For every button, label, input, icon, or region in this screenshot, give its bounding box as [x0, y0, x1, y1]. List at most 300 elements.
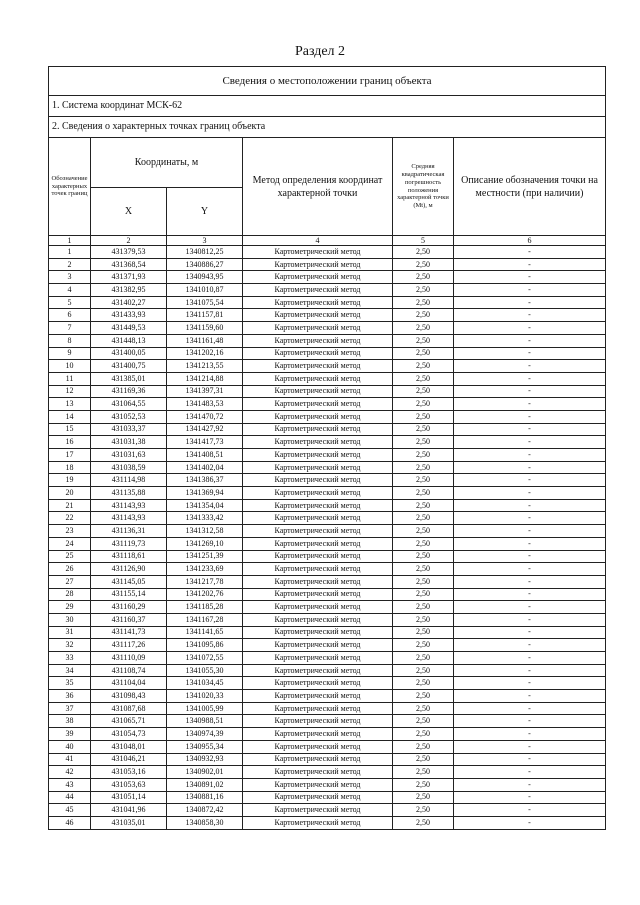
- y-coordinate-cell: 1340943,95: [167, 271, 243, 284]
- x-coordinate-cell: 431098,43: [91, 690, 167, 703]
- table-row: [49, 563, 606, 576]
- point-number-cell: 22: [49, 512, 91, 525]
- x-coordinate-cell: 431054,73: [91, 728, 167, 741]
- x-coordinate-cell: 431051,14: [91, 791, 167, 804]
- point-number-cell: 2: [49, 258, 91, 271]
- accuracy-cell: 2,50: [393, 639, 454, 652]
- method-cell: Картометрический метод: [243, 753, 393, 766]
- accuracy-cell: 2,50: [393, 398, 454, 411]
- table-row: [49, 588, 606, 601]
- point-number-cell: 20: [49, 487, 91, 500]
- method-cell: Картометрический метод: [243, 347, 393, 360]
- point-number-cell: 15: [49, 423, 91, 436]
- description-cell: -: [454, 677, 606, 690]
- y-coordinate-cell: 1340955,34: [167, 740, 243, 753]
- table-row: [49, 461, 606, 474]
- description-cell: -: [454, 334, 606, 347]
- description-cell: -: [454, 613, 606, 626]
- accuracy-cell: 2,50: [393, 461, 454, 474]
- x-coordinate-cell: 431385,01: [91, 372, 167, 385]
- method-cell: Картометрический метод: [243, 410, 393, 423]
- x-coordinate-cell: 431053,63: [91, 778, 167, 791]
- method-cell: Картометрический метод: [243, 702, 393, 715]
- accuracy-cell: 2,50: [393, 410, 454, 423]
- method-cell: Картометрический метод: [243, 613, 393, 626]
- description-cell: -: [454, 588, 606, 601]
- x-coordinate-cell: 431136,31: [91, 525, 167, 538]
- point-number-cell: 26: [49, 563, 91, 576]
- y-coordinate-cell: 1341010,87: [167, 284, 243, 297]
- point-number-cell: 5: [49, 296, 91, 309]
- point-number-cell: 39: [49, 728, 91, 741]
- table-row: [49, 258, 606, 271]
- table-title: Сведения о местоположении границ объекта: [49, 67, 606, 96]
- description-cell: -: [454, 436, 606, 449]
- accuracy-cell: 2,50: [393, 690, 454, 703]
- y-coordinate-cell: 1341233,69: [167, 563, 243, 576]
- y-coordinate-cell: 1340872,42: [167, 804, 243, 817]
- method-cell: Картометрический метод: [243, 487, 393, 500]
- point-number-cell: 41: [49, 753, 91, 766]
- y-coordinate-cell: 1341185,28: [167, 601, 243, 614]
- y-coordinate-cell: 1341020,33: [167, 690, 243, 703]
- table-row: [49, 613, 606, 626]
- table-row: [49, 309, 606, 322]
- x-coordinate-cell: 431155,14: [91, 588, 167, 601]
- accuracy-cell: 2,50: [393, 563, 454, 576]
- method-cell: Картометрический метод: [243, 461, 393, 474]
- table-row: [49, 398, 606, 411]
- accuracy-cell: 2,50: [393, 296, 454, 309]
- x-coordinate-cell: 431114,98: [91, 474, 167, 487]
- accuracy-cell: 2,50: [393, 436, 454, 449]
- accuracy-cell: 2,50: [393, 677, 454, 690]
- boundary-points-table: [48, 66, 606, 830]
- point-number-cell: 14: [49, 410, 91, 423]
- table-row: [49, 575, 606, 588]
- accuracy-cell: 2,50: [393, 449, 454, 462]
- table-row: [49, 360, 606, 373]
- column-number: 2: [91, 236, 167, 246]
- table-row: [49, 690, 606, 703]
- table-row: [49, 487, 606, 500]
- y-coordinate-cell: 1341005,99: [167, 702, 243, 715]
- method-cell: Картометрический метод: [243, 601, 393, 614]
- accuracy-cell: 2,50: [393, 728, 454, 741]
- x-coordinate-cell: 431046,21: [91, 753, 167, 766]
- table-row: [49, 347, 606, 360]
- x-coordinate-cell: 431108,74: [91, 664, 167, 677]
- accuracy-cell: 2,50: [393, 702, 454, 715]
- point-number-cell: 30: [49, 613, 91, 626]
- point-number-cell: 17: [49, 449, 91, 462]
- accuracy-cell: 2,50: [393, 753, 454, 766]
- accuracy-cell: 2,50: [393, 284, 454, 297]
- y-coordinate-cell: 1341354,04: [167, 499, 243, 512]
- accuracy-cell: 2,50: [393, 588, 454, 601]
- accuracy-cell: 2,50: [393, 474, 454, 487]
- accuracy-cell: 2,50: [393, 778, 454, 791]
- point-number-cell: 10: [49, 360, 91, 373]
- x-coordinate-cell: 431126,90: [91, 563, 167, 576]
- y-coordinate-cell: 1340858,30: [167, 816, 243, 829]
- method-cell: Картометрический метод: [243, 398, 393, 411]
- description-cell: -: [454, 525, 606, 538]
- y-coordinate-cell: 1341333,42: [167, 512, 243, 525]
- description-cell: -: [454, 550, 606, 563]
- table-row: [49, 474, 606, 487]
- description-cell: -: [454, 639, 606, 652]
- description-cell: -: [454, 753, 606, 766]
- y-coordinate-cell: 1341072,55: [167, 652, 243, 665]
- description-cell: -: [454, 766, 606, 779]
- method-cell: Картометрический метод: [243, 512, 393, 525]
- accuracy-cell: 2,50: [393, 715, 454, 728]
- table-row: [49, 423, 606, 436]
- x-coordinate-cell: 431031,63: [91, 449, 167, 462]
- table-row: [49, 385, 606, 398]
- y-coordinate-cell: 1341402,04: [167, 461, 243, 474]
- x-coordinate-cell: 431141,73: [91, 626, 167, 639]
- method-cell: Картометрический метод: [243, 271, 393, 284]
- table-row: [49, 740, 606, 753]
- x-coordinate-cell: 431087,68: [91, 702, 167, 715]
- description-cell: -: [454, 258, 606, 271]
- table-row: [49, 664, 606, 677]
- x-coordinate-cell: 431368,54: [91, 258, 167, 271]
- method-cell: Картометрический метод: [243, 677, 393, 690]
- method-cell: Картометрический метод: [243, 766, 393, 779]
- coordinate-system-line: 1. Система координат МСК-62: [49, 96, 606, 117]
- description-cell: -: [454, 804, 606, 817]
- x-coordinate-cell: 431402,27: [91, 296, 167, 309]
- description-cell: -: [454, 791, 606, 804]
- x-coordinate-cell: 431143,93: [91, 499, 167, 512]
- point-number-cell: 6: [49, 309, 91, 322]
- table-row: [49, 525, 606, 538]
- method-cell: Картометрический метод: [243, 778, 393, 791]
- accuracy-cell: 2,50: [393, 246, 454, 259]
- y-coordinate-cell: 1341369,94: [167, 487, 243, 500]
- column-number: 1: [49, 236, 91, 246]
- description-cell: -: [454, 512, 606, 525]
- x-coordinate-cell: 431118,61: [91, 550, 167, 563]
- point-number-cell: 8: [49, 334, 91, 347]
- x-coordinate-cell: 431143,93: [91, 512, 167, 525]
- point-number-cell: 36: [49, 690, 91, 703]
- y-coordinate-cell: 1341161,48: [167, 334, 243, 347]
- accuracy-cell: 2,50: [393, 258, 454, 271]
- method-cell: Картометрический метод: [243, 588, 393, 601]
- method-cell: Картометрический метод: [243, 652, 393, 665]
- description-cell: -: [454, 449, 606, 462]
- table-row: [49, 778, 606, 791]
- x-coordinate-cell: 431117,26: [91, 639, 167, 652]
- table-row: [49, 816, 606, 829]
- x-coordinate-cell: 431052,53: [91, 410, 167, 423]
- x-coordinate-cell: 431160,29: [91, 601, 167, 614]
- y-coordinate-cell: 1341167,28: [167, 613, 243, 626]
- point-number-cell: 29: [49, 601, 91, 614]
- point-number-cell: 46: [49, 816, 91, 829]
- point-number-cell: 23: [49, 525, 91, 538]
- y-coordinate-cell: 1341483,53: [167, 398, 243, 411]
- y-coordinate-cell: 1340886,27: [167, 258, 243, 271]
- method-cell: Картометрический метод: [243, 334, 393, 347]
- description-cell: -: [454, 309, 606, 322]
- method-cell: Картометрический метод: [243, 385, 393, 398]
- y-coordinate-cell: 1341095,86: [167, 639, 243, 652]
- accuracy-cell: 2,50: [393, 601, 454, 614]
- description-cell: -: [454, 537, 606, 550]
- table-row: [49, 550, 606, 563]
- x-coordinate-cell: 431110,09: [91, 652, 167, 665]
- point-number-cell: 7: [49, 322, 91, 335]
- y-coordinate-cell: 1340881,16: [167, 791, 243, 804]
- accuracy-cell: 2,50: [393, 347, 454, 360]
- description-cell: -: [454, 410, 606, 423]
- y-coordinate-cell: 1341214,88: [167, 372, 243, 385]
- accuracy-cell: 2,50: [393, 550, 454, 563]
- table-row: [49, 753, 606, 766]
- point-number-cell: 16: [49, 436, 91, 449]
- y-coordinate-cell: 1341251,39: [167, 550, 243, 563]
- y-coordinate-cell: 1341075,54: [167, 296, 243, 309]
- description-cell: -: [454, 372, 606, 385]
- y-coordinate-cell: 1341470,72: [167, 410, 243, 423]
- accuracy-cell: 2,50: [393, 322, 454, 335]
- section-title: Раздел 2: [294, 44, 346, 59]
- x-coordinate-cell: 431400,05: [91, 347, 167, 360]
- accuracy-cell: 2,50: [393, 309, 454, 322]
- header-accuracy: Средняя квадратическая погрешность положения характерной точки (Mt), м: [393, 138, 454, 236]
- x-coordinate-cell: 431169,36: [91, 385, 167, 398]
- x-coordinate-cell: 431064,55: [91, 398, 167, 411]
- y-coordinate-cell: 1340902,01: [167, 766, 243, 779]
- column-number: 4: [243, 236, 393, 246]
- point-number-cell: 21: [49, 499, 91, 512]
- description-cell: -: [454, 652, 606, 665]
- column-number: 6: [454, 236, 606, 246]
- method-cell: Картометрический метод: [243, 499, 393, 512]
- header-point-name: Обозначение характерных точек границ: [49, 138, 91, 236]
- accuracy-cell: 2,50: [393, 334, 454, 347]
- table-row: [49, 702, 606, 715]
- header-x: X: [91, 188, 167, 236]
- method-cell: Картометрический метод: [243, 474, 393, 487]
- method-cell: Картометрический метод: [243, 423, 393, 436]
- description-cell: -: [454, 601, 606, 614]
- x-coordinate-cell: 431145,05: [91, 575, 167, 588]
- point-number-cell: 32: [49, 639, 91, 652]
- description-cell: -: [454, 690, 606, 703]
- point-number-cell: 37: [49, 702, 91, 715]
- header-y: Y: [167, 188, 243, 236]
- table-row: [49, 436, 606, 449]
- x-coordinate-cell: 431053,16: [91, 766, 167, 779]
- description-cell: -: [454, 398, 606, 411]
- method-cell: Картометрический метод: [243, 372, 393, 385]
- x-coordinate-cell: 431033,37: [91, 423, 167, 436]
- x-coordinate-cell: 431433,93: [91, 309, 167, 322]
- description-cell: -: [454, 296, 606, 309]
- points-section-line: 2. Сведения о характерных точках границ объекта: [49, 117, 606, 138]
- y-coordinate-cell: 1341408,51: [167, 449, 243, 462]
- header-description: Описание обозначения точки на местности (при наличии): [454, 138, 606, 236]
- description-cell: -: [454, 347, 606, 360]
- accuracy-cell: 2,50: [393, 499, 454, 512]
- point-number-cell: 27: [49, 575, 91, 588]
- y-coordinate-cell: 1341269,10: [167, 537, 243, 550]
- accuracy-cell: 2,50: [393, 423, 454, 436]
- point-number-cell: 24: [49, 537, 91, 550]
- description-cell: -: [454, 575, 606, 588]
- x-coordinate-cell: 431160,37: [91, 613, 167, 626]
- method-cell: Картометрический метод: [243, 246, 393, 259]
- y-coordinate-cell: 1341213,55: [167, 360, 243, 373]
- x-coordinate-cell: 431104,04: [91, 677, 167, 690]
- x-coordinate-cell: 431119,73: [91, 537, 167, 550]
- point-number-cell: 45: [49, 804, 91, 817]
- column-number-row: [49, 236, 606, 246]
- y-coordinate-cell: 1340988,51: [167, 715, 243, 728]
- header-method: Метод определения координат характерной точки: [243, 138, 393, 236]
- description-cell: -: [454, 322, 606, 335]
- method-cell: Картометрический метод: [243, 525, 393, 538]
- point-number-cell: 38: [49, 715, 91, 728]
- point-number-cell: 35: [49, 677, 91, 690]
- table-row: [49, 715, 606, 728]
- description-cell: -: [454, 474, 606, 487]
- point-number-cell: 9: [49, 347, 91, 360]
- method-cell: Картометрический метод: [243, 537, 393, 550]
- description-cell: -: [454, 385, 606, 398]
- y-coordinate-cell: 1341055,30: [167, 664, 243, 677]
- accuracy-cell: 2,50: [393, 652, 454, 665]
- table-row: [49, 322, 606, 335]
- x-coordinate-cell: 431382,95: [91, 284, 167, 297]
- x-coordinate-cell: 431065,71: [91, 715, 167, 728]
- method-cell: Картометрический метод: [243, 284, 393, 297]
- point-number-cell: 18: [49, 461, 91, 474]
- table-row: [49, 728, 606, 741]
- method-cell: Картометрический метод: [243, 436, 393, 449]
- method-cell: Картометрический метод: [243, 550, 393, 563]
- x-coordinate-cell: 431031,38: [91, 436, 167, 449]
- point-number-cell: 33: [49, 652, 91, 665]
- x-coordinate-cell: 431449,53: [91, 322, 167, 335]
- method-cell: Картометрический метод: [243, 740, 393, 753]
- table-row: [49, 601, 606, 614]
- description-cell: -: [454, 487, 606, 500]
- y-coordinate-cell: 1340891,02: [167, 778, 243, 791]
- table-row: [49, 639, 606, 652]
- method-cell: Картометрический метод: [243, 639, 393, 652]
- accuracy-cell: 2,50: [393, 360, 454, 373]
- x-coordinate-cell: 431371,93: [91, 271, 167, 284]
- accuracy-cell: 2,50: [393, 613, 454, 626]
- y-coordinate-cell: 1340974,39: [167, 728, 243, 741]
- y-coordinate-cell: 1341034,45: [167, 677, 243, 690]
- method-cell: Картометрический метод: [243, 563, 393, 576]
- y-coordinate-cell: 1341217,78: [167, 575, 243, 588]
- table-row: [49, 372, 606, 385]
- y-coordinate-cell: 1341417,73: [167, 436, 243, 449]
- table-row: [49, 626, 606, 639]
- description-cell: -: [454, 246, 606, 259]
- point-number-cell: 13: [49, 398, 91, 411]
- table-row: [49, 271, 606, 284]
- method-cell: Картометрический метод: [243, 449, 393, 462]
- method-cell: Картометрический метод: [243, 690, 393, 703]
- y-coordinate-cell: 1341312,58: [167, 525, 243, 538]
- point-number-cell: 12: [49, 385, 91, 398]
- description-cell: -: [454, 271, 606, 284]
- accuracy-cell: 2,50: [393, 512, 454, 525]
- description-cell: -: [454, 423, 606, 436]
- table-row: [49, 512, 606, 525]
- accuracy-cell: 2,50: [393, 372, 454, 385]
- method-cell: Картометрический метод: [243, 360, 393, 373]
- y-coordinate-cell: 1340812,25: [167, 246, 243, 259]
- point-number-cell: 11: [49, 372, 91, 385]
- method-cell: Картометрический метод: [243, 258, 393, 271]
- header-coordinates: Координаты, м: [91, 138, 243, 188]
- x-coordinate-cell: 431038,59: [91, 461, 167, 474]
- description-cell: -: [454, 626, 606, 639]
- description-cell: -: [454, 816, 606, 829]
- method-cell: Картометрический метод: [243, 816, 393, 829]
- y-coordinate-cell: 1341386,37: [167, 474, 243, 487]
- table-row: [49, 296, 606, 309]
- x-coordinate-cell: 431048,01: [91, 740, 167, 753]
- point-number-cell: 42: [49, 766, 91, 779]
- accuracy-cell: 2,50: [393, 804, 454, 817]
- point-number-cell: 43: [49, 778, 91, 791]
- method-cell: Картометрический метод: [243, 715, 393, 728]
- method-cell: Картометрический метод: [243, 728, 393, 741]
- y-coordinate-cell: 1341202,16: [167, 347, 243, 360]
- point-number-cell: 44: [49, 791, 91, 804]
- description-cell: -: [454, 715, 606, 728]
- table-row: [49, 449, 606, 462]
- method-cell: Картометрический метод: [243, 575, 393, 588]
- x-coordinate-cell: 431041,96: [91, 804, 167, 817]
- y-coordinate-cell: 1341141,65: [167, 626, 243, 639]
- table-row: [49, 334, 606, 347]
- description-cell: -: [454, 499, 606, 512]
- y-coordinate-cell: 1341397,31: [167, 385, 243, 398]
- description-cell: -: [454, 284, 606, 297]
- point-number-cell: 40: [49, 740, 91, 753]
- description-cell: -: [454, 740, 606, 753]
- x-coordinate-cell: 431035,01: [91, 816, 167, 829]
- table-row: [49, 652, 606, 665]
- accuracy-cell: 2,50: [393, 385, 454, 398]
- point-number-cell: 1: [49, 246, 91, 259]
- table-row: [49, 284, 606, 297]
- point-number-cell: 28: [49, 588, 91, 601]
- description-cell: -: [454, 778, 606, 791]
- table-row: [49, 804, 606, 817]
- x-coordinate-cell: 431379,53: [91, 246, 167, 259]
- description-cell: -: [454, 360, 606, 373]
- table-row: [49, 499, 606, 512]
- x-coordinate-cell: 431400,75: [91, 360, 167, 373]
- y-coordinate-cell: 1341202,76: [167, 588, 243, 601]
- accuracy-cell: 2,50: [393, 487, 454, 500]
- accuracy-cell: 2,50: [393, 271, 454, 284]
